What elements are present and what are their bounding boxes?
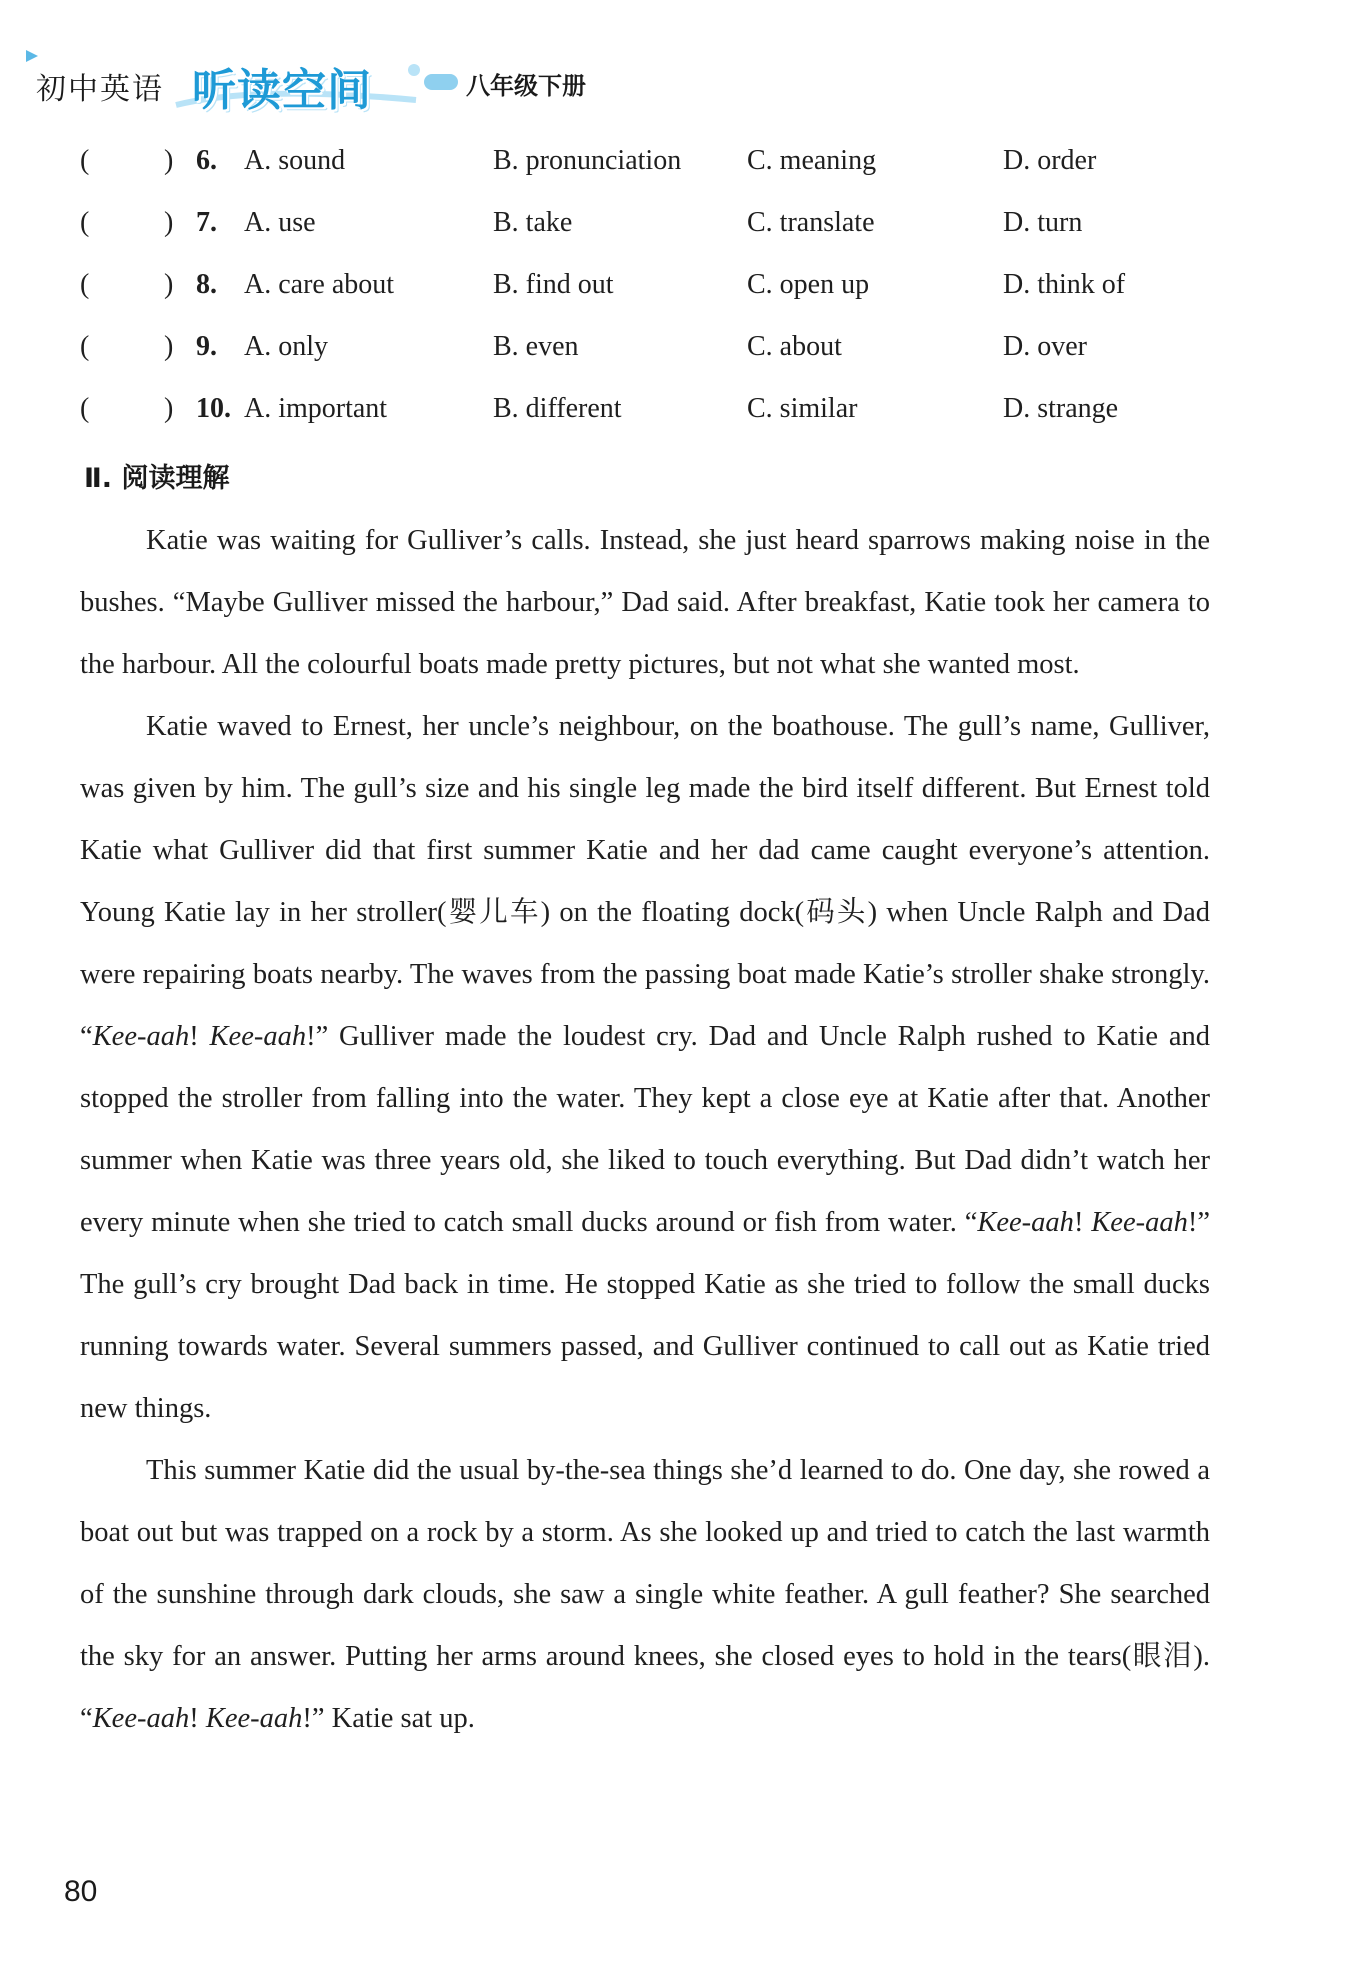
question-row	[80, 393, 1230, 455]
answer-blank-open: (	[80, 269, 90, 300]
answer-blank-close: )	[164, 331, 174, 362]
question-number: 10.	[196, 393, 231, 424]
cry-separator: !	[1073, 1207, 1092, 1238]
option-d: D. turn	[1003, 207, 1083, 238]
option-a: A. only	[244, 331, 328, 362]
option-b: B. take	[493, 207, 573, 238]
grade-label: 八年级下册	[466, 72, 586, 100]
answer-blank-close: )	[164, 207, 174, 238]
question-row	[80, 269, 1230, 331]
section-heading: Ⅱ. 阅读理解	[84, 463, 230, 494]
question-options	[80, 145, 1230, 455]
option-d: D. over	[1003, 331, 1087, 362]
option-c: C. translate	[747, 207, 875, 238]
book-title: 初中英语	[36, 72, 164, 107]
paragraph-1: Katie was waiting for Gulliver’s calls. Instead, she just heard sparrows making noise in the bushes. “Maybe Gulliver missed the harbour,” Dad said. After breakfast, Katie took her camera to the harbour. All the colourful boats made pretty pictures, but not what she wanted most.	[80, 525, 1210, 680]
paragraph-2-part-c: !” The gull’s cry brought Dad back in time. He stopped Katie as she tried to follow the small ducks running towards water. Several summers passed, and Gulliver continued to call out as Katie tried new things.	[80, 1207, 1210, 1424]
gull-cry: Kee-aah	[977, 1207, 1074, 1238]
option-d: D. strange	[1003, 393, 1119, 424]
question-number: 8.	[196, 269, 217, 300]
answer-blank-close: )	[164, 145, 174, 176]
option-d: D. think of	[1003, 269, 1126, 300]
page-header	[26, 50, 666, 120]
gull-cry: Kee-aah	[92, 1703, 190, 1734]
answer-blank-open: (	[80, 393, 90, 424]
option-b: B. even	[493, 331, 579, 362]
answer-blank-open: (	[80, 207, 90, 238]
question-row	[80, 331, 1230, 393]
option-d: D. order	[1003, 145, 1097, 176]
gull-cry: Kee-aah	[205, 1703, 303, 1734]
option-b: B. find out	[493, 269, 614, 300]
paragraph-3	[80, 1440, 1210, 1750]
reading-passage	[80, 510, 1210, 1750]
answer-blank-open: (	[80, 331, 90, 362]
question-number: 9.	[196, 331, 217, 362]
option-b: B. different	[493, 393, 622, 424]
cry-separator: !	[189, 1021, 210, 1052]
answer-blank-close: )	[164, 393, 174, 424]
option-b: B. pronunciation	[493, 145, 682, 176]
answer-blank-open: (	[80, 145, 90, 176]
question-row	[80, 145, 1230, 207]
option-c: C. about	[747, 331, 842, 362]
paragraph-3-part-a: This summer Katie did the usual by-the-sea things she’d learned to do. One day, she rowed a boat out but was trapped on a rock by a storm. As she looked up and tried to catch the last warmth of the sunshine through dark clouds, she saw a single white feather. A gull feather? She searched the sky for an answer. Putting her arms around knees, she closed eyes to hold in the tears(眼泪). “	[80, 1455, 1210, 1734]
gull-cry: Kee-aah	[92, 1021, 190, 1052]
option-a: A. sound	[244, 145, 346, 176]
paragraph-3-part-b: !” Katie sat up.	[302, 1703, 475, 1734]
option-a: A. care about	[244, 269, 395, 300]
option-a: A. use	[244, 207, 316, 238]
paragraph-2	[80, 696, 1210, 1440]
gull-cry: Kee-aah	[1091, 1207, 1188, 1238]
page-number: 80	[64, 1875, 98, 1908]
question-number: 6.	[196, 145, 217, 176]
cry-separator: !	[189, 1703, 206, 1734]
gull-cry: Kee-aah	[209, 1021, 307, 1052]
option-a: A. important	[244, 393, 388, 424]
question-row	[80, 207, 1230, 269]
paragraph-2-part-b: !” Gulliver made the loudest cry. Dad and Uncle Ralph rushed to Katie and stopped the stroller from falling into the water. They kept a close eye at Katie after that. Another summer when Katie was three years old, she liked to touch everything. But Dad didn’t watch her every minute when she tried to catch small ducks around or fish from water. “	[80, 1021, 1211, 1238]
option-c: C. meaning	[747, 145, 877, 176]
grade-dot-icon	[424, 74, 458, 90]
option-c: C. similar	[747, 393, 858, 424]
brand-title: 听读空间	[192, 65, 372, 116]
question-number: 7.	[196, 207, 217, 238]
answer-blank-close: )	[164, 269, 174, 300]
option-c: C. open up	[747, 269, 870, 300]
paragraph-2-part-a: Katie waved to Ernest, her uncle’s neighbour, on the boathouse. The gull’s name, Gulliver, was given by him. The gull’s size and his single leg made the bird itself different. But Ernest told Katie what Gulliver did that first summer Katie and her dad came caught everyone’s attention. Young Katie lay in her stroller(婴儿车) on the floating dock(码头) when Uncle Ralph and Dad were repairing boats nearby. The waves from the passing boat made Katie’s stroller shake strongly. “	[80, 711, 1210, 1052]
